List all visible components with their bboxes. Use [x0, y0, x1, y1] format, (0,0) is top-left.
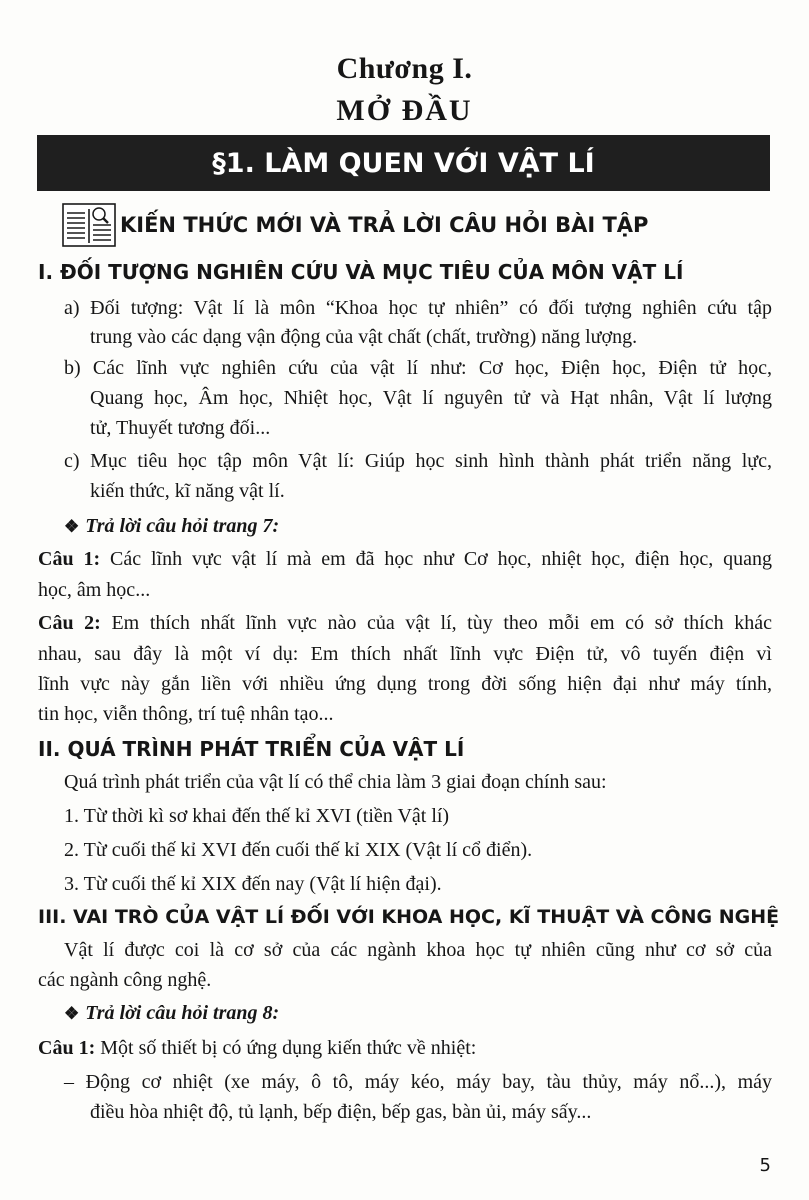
part3-para-line2: các ngành công nghệ. — [38, 969, 212, 991]
p8-question1-label: Câu 1: — [38, 1037, 96, 1059]
page-number: 5 — [759, 1155, 771, 1176]
part1-b-line2: Quang học, Âm học, Nhiệt học, Vật lí nguyên tử và Hạt nhân, Vật lí lượng — [90, 387, 772, 409]
diamond-bullet-icon: ❖ — [64, 517, 80, 536]
p7-question1-line1 — [38, 549, 772, 569]
part3-para-line1: Vật lí được coi là cơ sở của các ngành khoa học tự nhiên cũng như cơ sở của — [64, 939, 772, 961]
p7-question1-text: Các lĩnh vực vật lí mà em đã học như Cơ học, nhiệt học, điện học, quang — [100, 548, 773, 570]
p7-question2-line2: nhau, sau đây là một ví dụ: Em thích nhất lĩnh vực Điện tử, vô tuyến điện vì — [38, 643, 772, 665]
diamond-bullet-icon: ❖ — [64, 1004, 80, 1023]
part1-c-line1: c) Mục tiêu học tập môn Vật lí: Giúp học sinh hình thành phát triển năng lực, — [64, 450, 772, 472]
knowledge-heading-row — [62, 200, 648, 250]
part1-heading: I. ĐỐI TƯỢNG NGHIÊN CỨU VÀ MỤC TIÊU CỦA MÔN VẬT LÍ — [38, 260, 684, 284]
answer-heading-p8 — [64, 1003, 279, 1023]
part2-heading: II. QUÁ TRÌNH PHÁT TRIỂN CỦA VẬT LÍ — [38, 737, 465, 761]
p7-question2-text: Em thích nhất lĩnh vực nào của vật lí, tùy theo mỗi em có sở thích khác — [100, 612, 772, 634]
part2-item-1: 1. Từ thời kì sơ khai đến thế kỉ XVI (tiền Vật lí) — [64, 805, 450, 827]
part2-intro: Quá trình phát triển của vật lí có thể chia làm 3 giai đoạn chính sau: — [64, 771, 607, 793]
p8-question1-text: Một số thiết bị có ứng dụng kiến thức về nhiệt: — [95, 1037, 477, 1059]
p7-question2-line1 — [38, 613, 772, 633]
p7-question2-label: Câu 2: — [38, 612, 101, 634]
p7-question1-label: Câu 1: — [38, 548, 101, 570]
chapter-title: Chương I. — [336, 52, 473, 85]
section-title: §1. LÀM QUEN VỚI VẬT LÍ — [212, 147, 595, 179]
answer-heading-p7 — [64, 516, 279, 536]
p7-question2-line3: lĩnh vực này gắn liền với nhiều ứng dụng trong đời sống hiện đại như máy tính, — [38, 673, 772, 695]
part2-item-3: 3. Từ cuối thế kỉ XIX đến nay (Vật lí hiện đại). — [64, 873, 442, 895]
p7-question2-line4: tin học, viễn thông, trí tuệ nhân tạo... — [38, 703, 334, 725]
part3-heading: III. VAI TRÒ CỦA VẬT LÍ ĐỐI VỚI KHOA HỌC, KĨ THUẬT VÀ CÔNG NGHỆ — [38, 906, 780, 928]
chapter-subtitle: MỞ ĐẦU — [336, 94, 473, 127]
p8-bullet1-line1: – Động cơ nhiệt (xe máy, ô tô, máy kéo, máy bay, tàu thủy, máy nổ...), máy — [64, 1071, 772, 1093]
part1-c-line2: kiến thức, kĩ năng vật lí. — [90, 480, 285, 502]
answer-heading-p7-text: Trả lời câu hỏi trang 7: — [85, 515, 280, 537]
part2-item-2: 2. Từ cuối thế kỉ XVI đến cuối thế kỉ XIX (Vật lí cổ điển). — [64, 839, 533, 861]
knowledge-heading: KIẾN THỨC MỚI VÀ TRẢ LỜI CÂU HỎI BÀI TẬP — [120, 213, 649, 237]
part1-a-line2: trung vào các dạng vận động của vật chất (chất, trường) năng lượng. — [90, 326, 638, 348]
p8-bullet1-line2: điều hòa nhiệt độ, tủ lạnh, bếp điện, bếp gas, bàn ủi, máy sấy... — [90, 1101, 592, 1123]
p8-question1-line — [38, 1038, 476, 1058]
part1-b-line1: b) Các lĩnh vực nghiên cứu của vật lí như: Cơ học, Điện học, Điện tử học, — [64, 357, 772, 379]
p7-question1-line2: học, âm học... — [38, 579, 151, 601]
open-book-icon — [62, 203, 116, 247]
part1-b-line3: tử, Thuyết tương đối... — [90, 417, 271, 439]
part1-a-line1: a) Đối tượng: Vật lí là môn “Khoa học tự nhiên” có đối tượng nghiên cứu tập — [64, 297, 772, 319]
answer-heading-p8-text: Trả lời câu hỏi trang 8: — [85, 1002, 280, 1024]
section-title-banner — [37, 135, 770, 191]
